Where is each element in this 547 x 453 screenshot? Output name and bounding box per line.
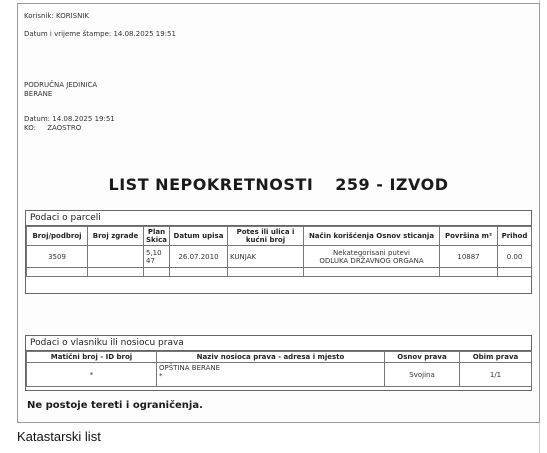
cell-potes: KUNJAK [228, 246, 304, 268]
user-line: Korisnik: KORISNIK [24, 12, 89, 20]
col-povrsina: Površina m² [440, 227, 498, 246]
col-datum: Datum upisa [170, 227, 228, 246]
cell-plan-skica: 5,10 47 [144, 246, 170, 268]
cell-naziv [157, 363, 385, 387]
owner-section [25, 335, 532, 391]
owner-table [26, 351, 532, 387]
owner-header-row [27, 352, 532, 363]
table-row [27, 246, 532, 268]
cell-id: * [27, 363, 157, 387]
col-nacin: Način korišćenja Osnov sticanja [304, 227, 440, 246]
cell-prihod: 0.00 [498, 246, 532, 268]
document-title [18, 175, 539, 194]
parcel-table [26, 226, 532, 277]
col-potes: Potes ili ulica i kućni broj [228, 227, 304, 246]
date-line: Datum: 14.08.2025 19:51 [24, 115, 115, 123]
cell-povrsina: 10887 [440, 246, 498, 268]
col-zgrada: Broj zgrade [88, 227, 144, 246]
ko-label: KO: [24, 124, 36, 132]
ko-value: ZAOSTRO [47, 124, 82, 132]
cell-osnov: Svojina [385, 363, 460, 387]
col-plan-skica: Plan Skica [144, 227, 170, 246]
image-caption: Katastarski list [17, 429, 101, 444]
cell-naziv-name: OPŠTINA BERANE [159, 364, 221, 372]
table-row [27, 363, 532, 387]
col-obim: Obim prava [460, 352, 532, 363]
owner-section-heading: Podaci o vlasniku ili nosiocu prava [26, 336, 531, 351]
cell-nacin [304, 246, 440, 268]
title-number: 259 - IZVOD [335, 175, 449, 194]
unit-city: BERANE [24, 90, 53, 98]
col-prihod: Prihod [498, 227, 532, 246]
cell-zgrada [88, 246, 144, 268]
print-time-line: Datum i vrijeme štampe: 14.08.2025 19:51 [24, 30, 176, 38]
col-naziv: Naziv nosioca prava - adresa i mjesto [157, 352, 385, 363]
cell-broj: 3509 [27, 246, 88, 268]
ko-line [24, 124, 81, 133]
parcel-header-row [27, 227, 532, 246]
table-row-empty [27, 268, 532, 277]
cell-naziv-address: * [159, 372, 163, 380]
cell-nacin-line2: ODLUKA DRŽAVNOG ORGANA [319, 256, 424, 265]
col-maticni: Matični broj - ID broj [27, 352, 157, 363]
col-broj: Broj/podbroj [27, 227, 88, 246]
unit-name: PODRUČNA JEDINICA [24, 81, 98, 89]
title-main: LIST NEPOKRETNOSTI [108, 175, 314, 194]
cell-obim: 1/1 [460, 363, 532, 387]
col-osnov: Osnov prava [385, 352, 460, 363]
parcel-section [25, 210, 532, 294]
encumbrance-note: Ne postoje tereti i ograničenja. [27, 400, 203, 411]
cell-nacin-line1: Nekategorisani putevi [333, 248, 410, 257]
parcel-section-heading: Podaci o parceli [26, 211, 531, 226]
cadastral-document [17, 3, 540, 423]
cell-datum: 26.07.2010 [170, 246, 228, 268]
